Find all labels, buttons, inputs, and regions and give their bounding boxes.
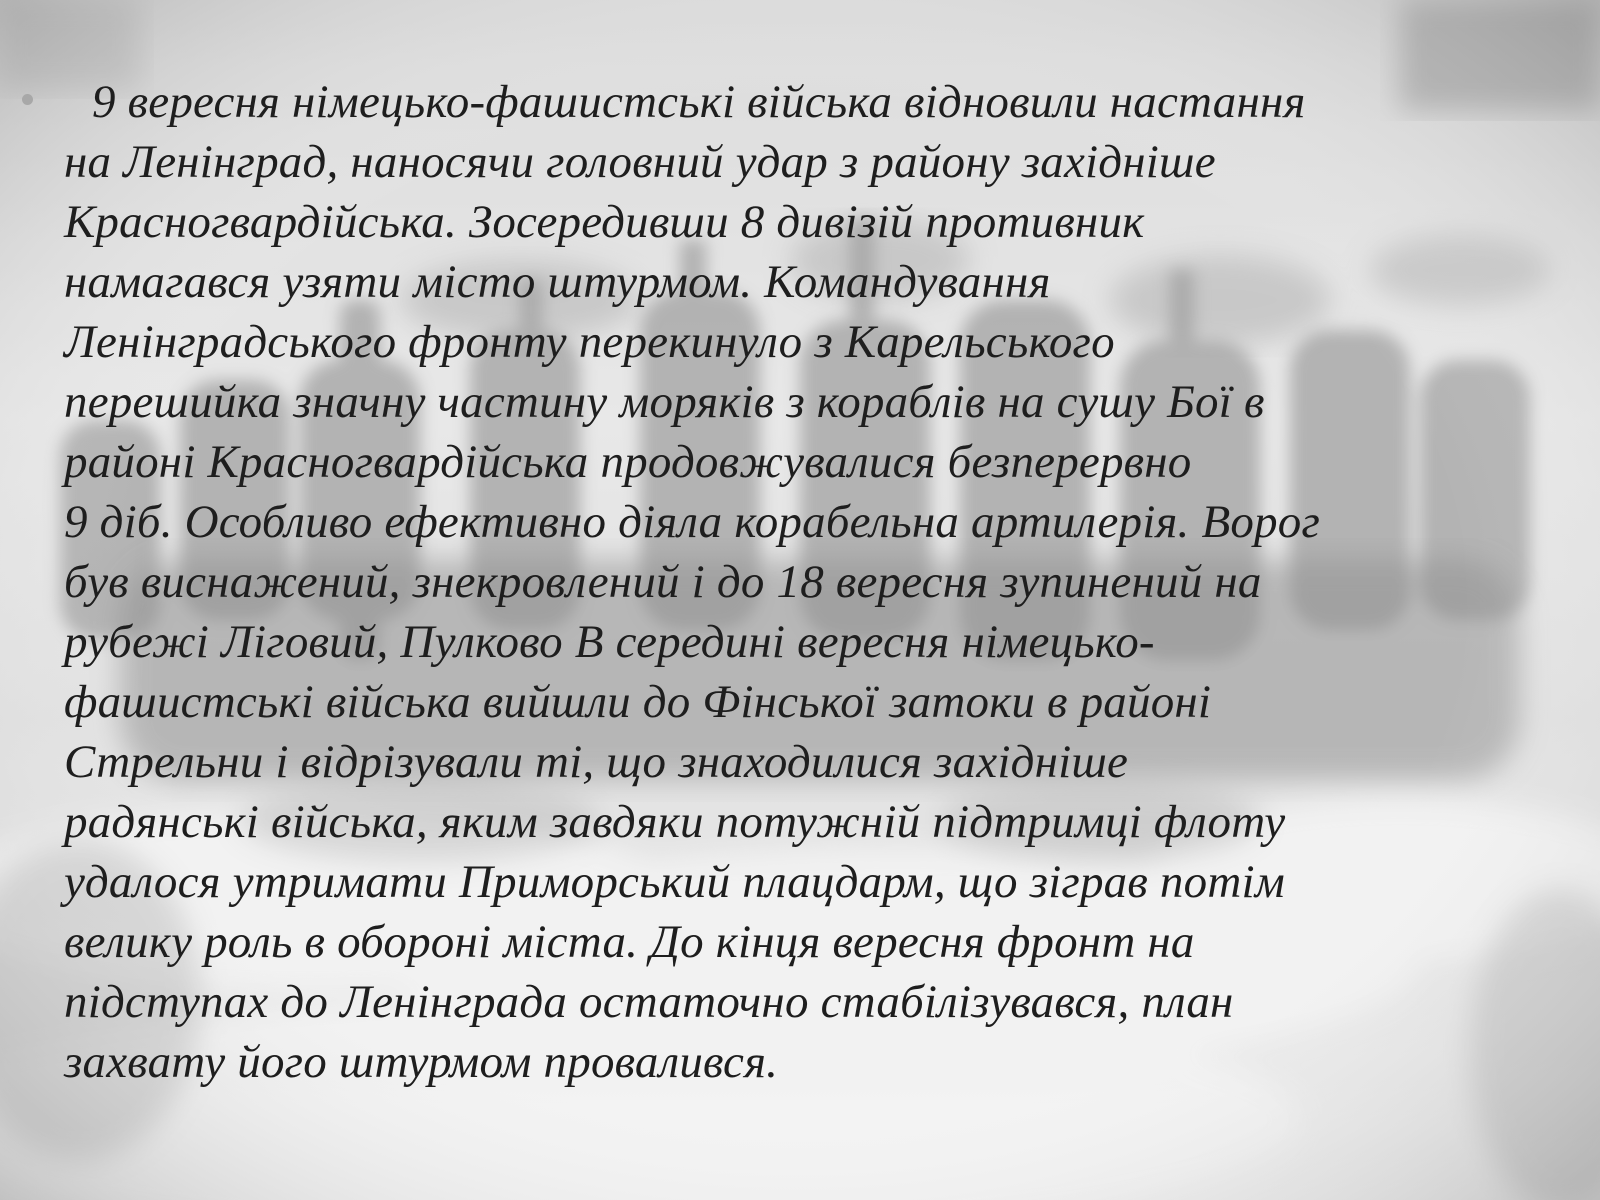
bullet-paragraph: 9 вересня німецько-фашистські війська відновили настання на Ленінград, наносячи головний удар з району західніше Красногвардійська. Зосередивши 8 дивізій противник намагався узяти місто штурмом. Командування Ленінградського фронту перекинуло з Карельського перешийка значну частину моряків з кораблів на сушу Бої в районі Красногвардійська продовжувалися безперервно 9 діб. Особливо ефективно діяла корабельна артилерія. Ворог був виснажений, знекровлений і до 18 вересня зупинений на рубежі Лігoвий, Пулково В середині вересня німецько- фашистські війська вийшли до Фінської затоки в районі Стрельни і відрізували ті, що знаходилися західніше радянські війська, яким завдяки потужній підтримці флоту удалося утримати Приморський плацдарм, що зіграв потім велику роль в обороні міста. До кінця вересня фронт на підступах до Ленінграда остаточно стабілізувався, план захвату його штурмом провалився. — [64, 76, 1320, 1088]
bullet-dot-icon — [22, 94, 33, 105]
bullet-list — [0, 62, 1600, 1162]
